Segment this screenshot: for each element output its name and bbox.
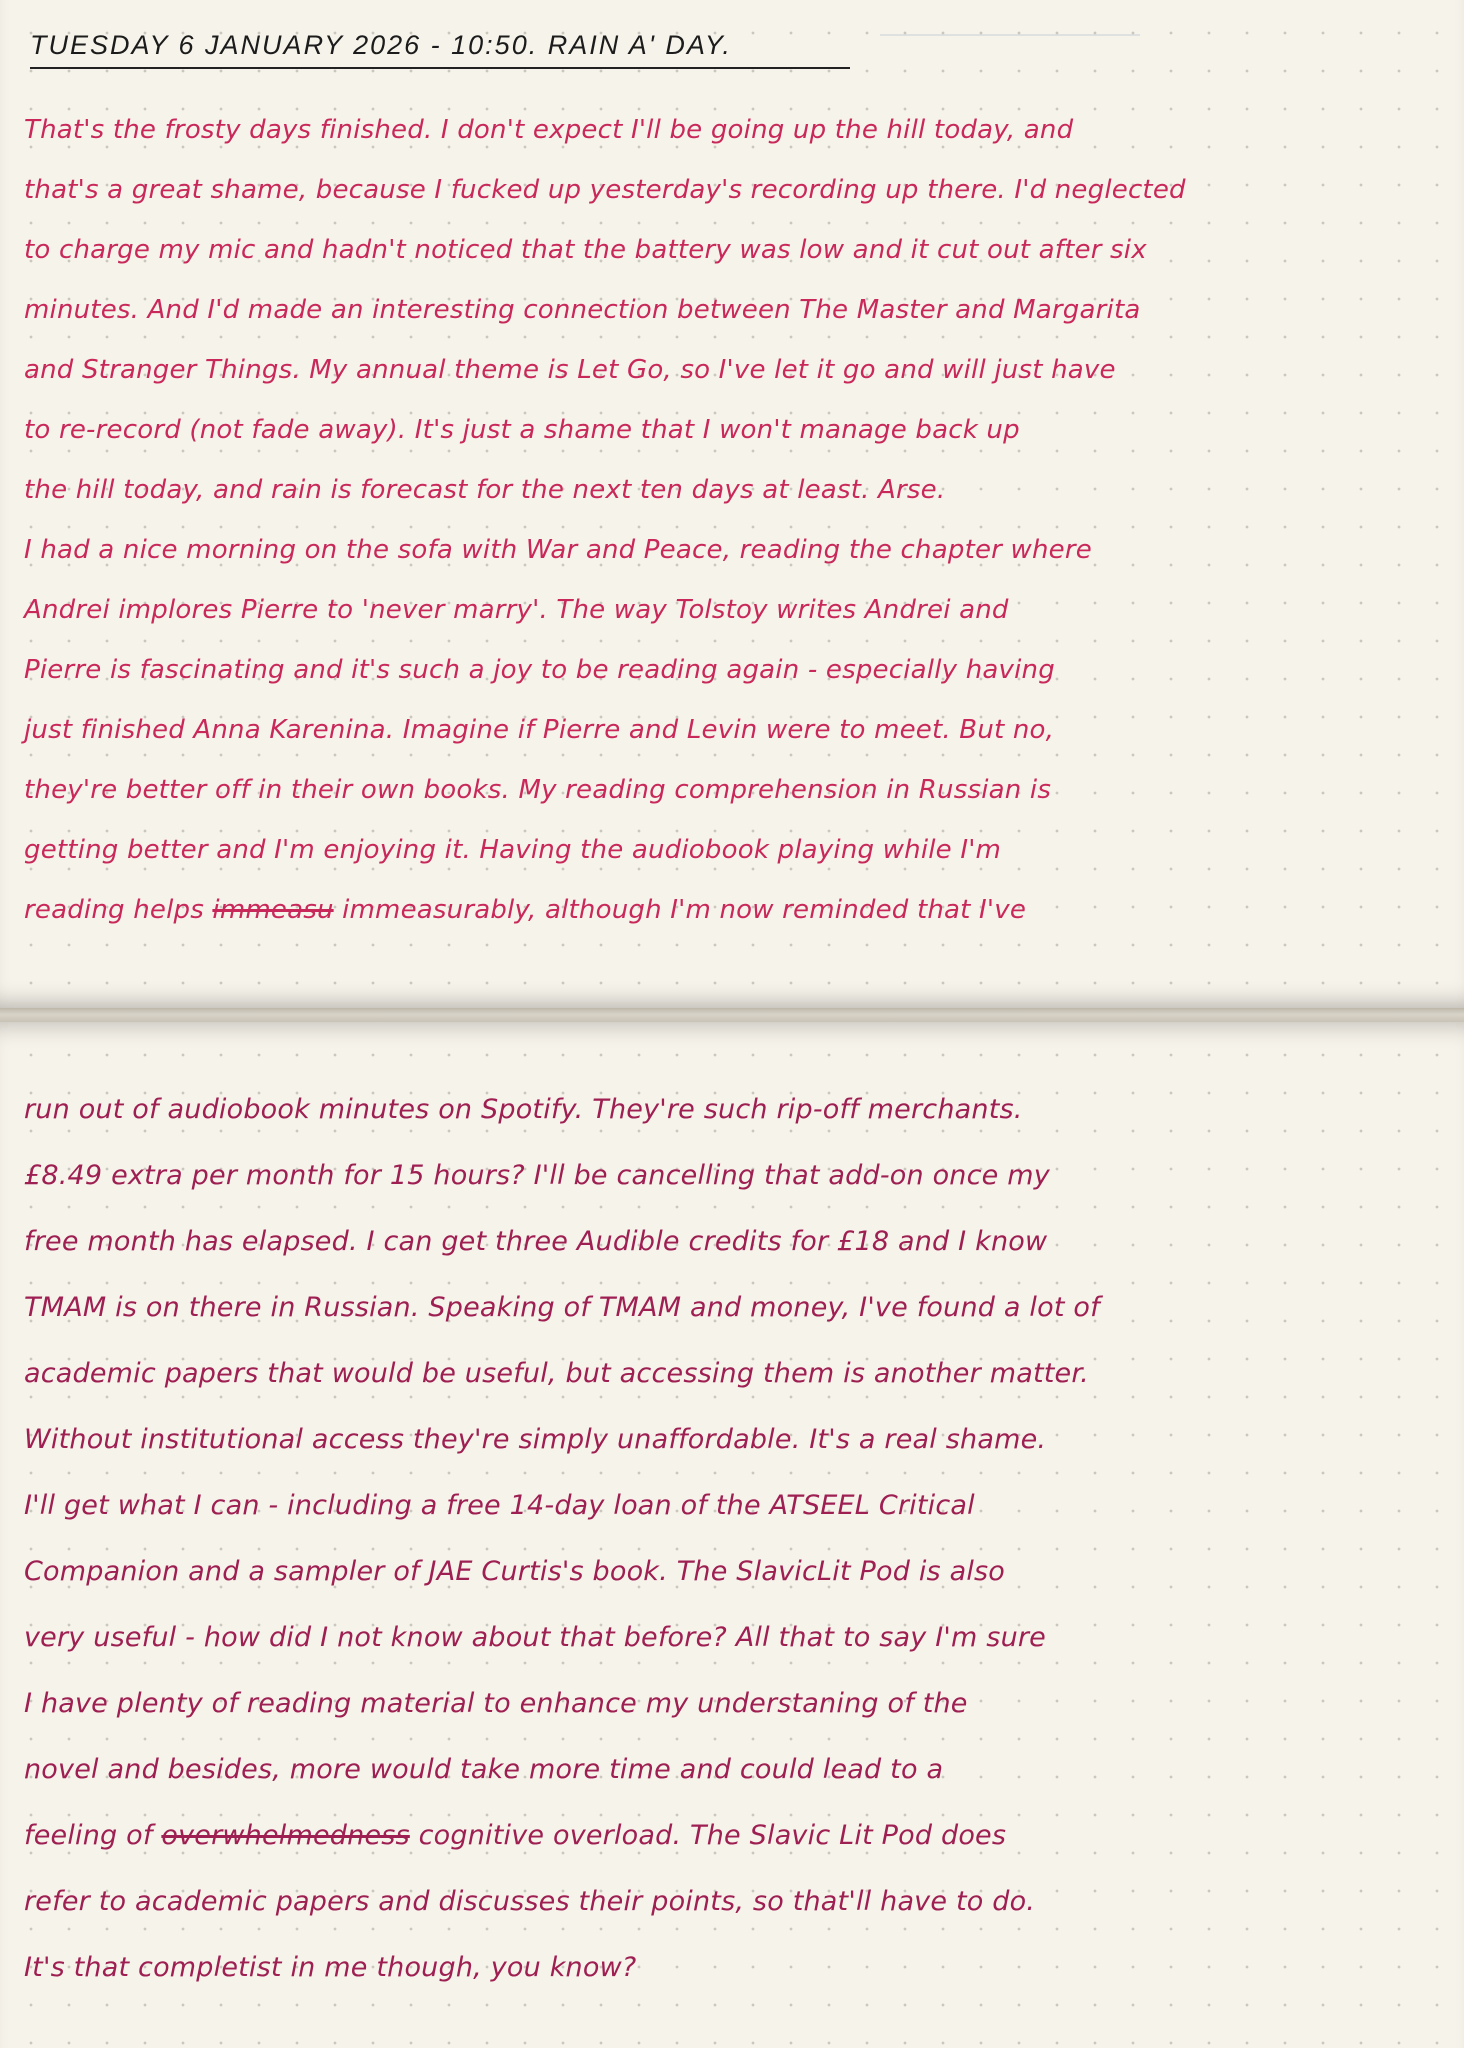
handwritten-line: Pierre is fascinating and it's such a joy to be reading again - especially having [24,655,1055,685]
handwritten-line: the hill today, and rain is forecast for the next ten days at least. Arse. [24,475,946,505]
handwritten-line: free month has elapsed. I can get three Audible credits for £18 and I know [24,1226,1048,1257]
line-text-before: reading helps [24,895,213,925]
bottom-page-text [24,1077,1444,2001]
handwritten-line: I have plenty of reading material to enhance my understaning of the [24,1688,968,1719]
handwritten-line: that's a great shame, because I fucked up yesterday's recording up there. I'd neglected [24,175,1186,205]
handwritten-line: to charge my mic and hadn't noticed that the battery was low and it cut out after six [24,235,1147,265]
entry-date-heading: TUESDAY 6 JANUARY 2026 - 10:50. RAIN A' DAY. [30,30,850,69]
handwritten-line: very useful - how did I not know about that before? All that to say I'm sure [24,1622,1046,1653]
handwritten-line: I had a nice morning on the sofa with War and Peace, reading the chapter where [24,535,1092,565]
top-page-text [24,100,1444,940]
handwritten-line: Andrei implores Pierre to 'never marry'. The way Tolstoy writes Andrei and [24,595,1009,625]
handwritten-line: just finished Anna Karenina. Imagine if Pierre and Levin were to meet. But no, [24,715,1055,745]
handwritten-line: That's the frosty days finished. I don't expect I'll be going up the hill today, and [24,115,1074,145]
handwritten-line: run out of audiobook minutes on Spotify. They're such rip-off merchants. [24,1094,1023,1125]
handwritten-line: they're better off in their own books. My reading comprehension in Russian is [24,775,1052,805]
line-text-after: immeasurably, although I'm now reminded that I've [333,895,1027,925]
page-gutter [0,1008,1464,1022]
bleed-through-mark [880,34,1140,54]
handwritten-line: getting better and I'm enjoying it. Having the audiobook playing while I'm [24,835,1002,865]
handwritten-line [24,880,1444,940]
handwritten-line: Without institutional access they're simply unaffordable. It's a real shame. [24,1424,1047,1455]
handwritten-line: It's that completist in me though, you know? [24,1952,637,1983]
handwritten-line: to re-record (not fade away). It's just a shame that I won't manage back up [24,415,1020,445]
line-text-before: feeling of [24,1820,162,1851]
journal-page-bottom [0,1022,1464,2048]
handwritten-line: novel and besides, more would take more time and could lead to a [24,1754,944,1785]
handwritten-line: academic papers that would be useful, but accessing them is another matter. [24,1358,1089,1389]
handwritten-line: refer to academic papers and discusses their points, so that'll have to do. [24,1886,1036,1917]
crossed-out-word: overwhelmedness [161,1820,410,1851]
line-text-after: cognitive overload. The Slavic Lit Pod does [409,1820,1007,1851]
crossed-out-word: immeasu [212,895,334,925]
handwritten-line [24,1803,1444,1869]
journal-page-top [0,0,1464,1008]
handwritten-line: £8.49 extra per month for 15 hours? I'll be cancelling that add-on once my [24,1160,1050,1191]
handwritten-line: Companion and a sampler of JAE Curtis's book. The SlavicLit Pod is also [24,1556,1006,1587]
handwritten-line: TMAM is on there in Russian. Speaking of TMAM and money, I've found a lot of [24,1292,1100,1323]
handwritten-line: minutes. And I'd made an interesting connection between The Master and Margarita [24,295,1141,325]
handwritten-line: and Stranger Things. My annual theme is Let Go, so I've let it go and will just have [24,355,1116,385]
handwritten-line: I'll get what I can - including a free 14-day loan of the ATSEEL Critical [24,1490,975,1521]
